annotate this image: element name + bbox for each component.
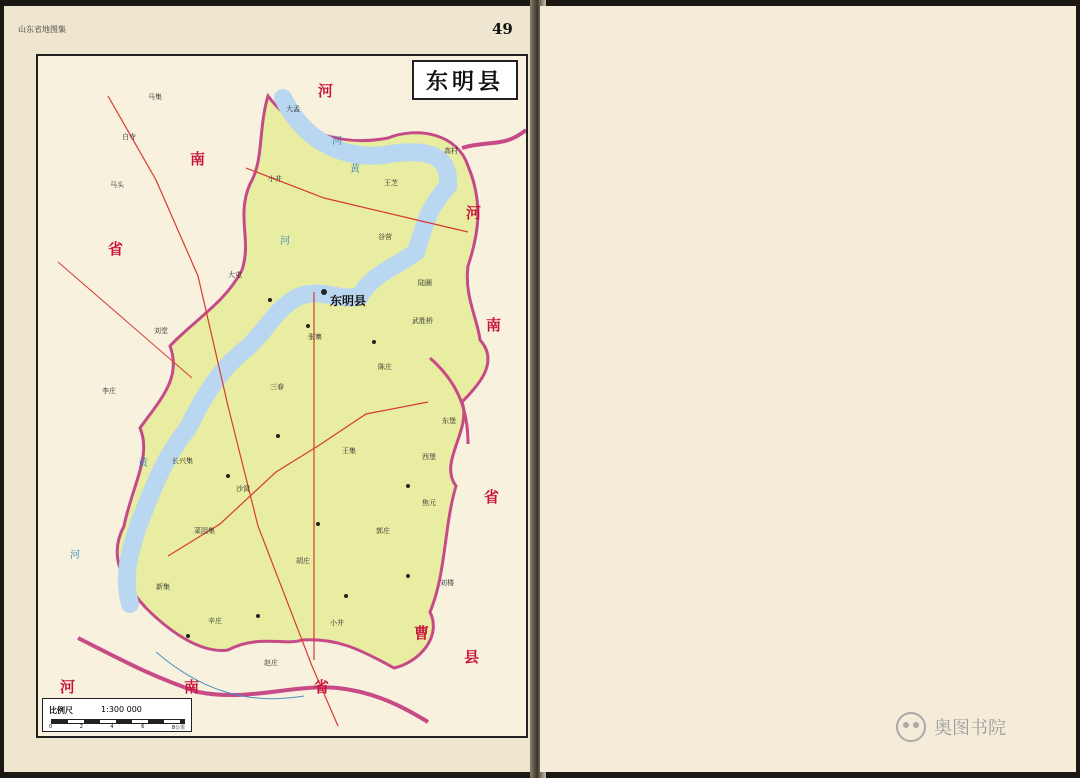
place-label: 小井: [330, 619, 344, 627]
river-label-2: 河: [280, 236, 290, 247]
place-label: 王芝: [384, 179, 398, 187]
place-label: 大孟: [286, 105, 300, 113]
place-label: 沙窝: [236, 485, 250, 493]
place-label: 马集: [148, 93, 162, 101]
place-label: 小井: [268, 175, 282, 183]
left-page: [4, 6, 536, 772]
watermark-text: 奥图书院: [934, 718, 1006, 739]
province-label-6: 省: [314, 678, 330, 696]
river-label-5: 河: [332, 136, 342, 147]
page-number: 49: [492, 20, 513, 38]
place-label: 郭庄: [376, 527, 390, 535]
place-label: 赵庄: [264, 659, 278, 667]
scale-tick: 0: [49, 724, 53, 730]
place-label: 西堡: [422, 453, 436, 461]
place-label: 三春: [270, 383, 284, 391]
place-label: 辛庄: [208, 617, 222, 625]
right-page: [540, 6, 1076, 772]
river-label-3: 河: [70, 550, 80, 561]
province-label-2: 南: [190, 150, 206, 168]
place-label: 白寺: [122, 133, 136, 141]
county-label-1: 河: [466, 204, 482, 222]
place-label: 张寨: [308, 333, 322, 341]
place-label: 王集: [342, 447, 356, 455]
place-label: 菜园集: [194, 527, 215, 535]
place-label: 武胜桥: [412, 317, 433, 325]
scale-ratio: 1:300 000: [101, 705, 142, 714]
scale-tick: 2: [79, 724, 83, 730]
scale-ticks: [49, 724, 185, 731]
province-label-1: 河: [318, 82, 334, 100]
county-label-5: 县: [464, 648, 480, 666]
place-label: 长兴集: [172, 457, 193, 465]
map-title: 东明县: [412, 60, 518, 100]
scale-tick: 8公里: [171, 725, 185, 731]
province-label-5: 南: [184, 678, 200, 696]
map-svg: [38, 56, 526, 736]
river-label-1: 黄: [350, 164, 360, 175]
county-seat-label: 东明县: [330, 294, 367, 308]
watermark: [896, 712, 1006, 742]
place-label: 陈庄: [378, 363, 392, 371]
place-label: 刘堂: [154, 327, 168, 335]
county-map: [36, 54, 528, 738]
wechat-icon: [896, 712, 926, 742]
scale-tick: 6: [141, 724, 145, 730]
place-label: 陆圈: [418, 279, 432, 287]
county-label-3: 省: [484, 488, 500, 506]
place-label: 胡庄: [296, 557, 310, 565]
province-label-3: 省: [108, 240, 124, 258]
place-label: 刘楼: [440, 579, 454, 587]
scale-tick: 4: [110, 724, 114, 730]
place-label: 新集: [156, 583, 170, 591]
river-label-4: 黄: [138, 458, 148, 469]
scale-legend: [42, 698, 192, 732]
place-label: 谷营: [378, 233, 392, 241]
place-label: 李庄: [102, 387, 116, 395]
running-head: 山东省地图集: [18, 25, 66, 34]
county-label-2: 南: [486, 316, 502, 334]
province-label-4: 河: [60, 678, 76, 696]
scale-label: 比例尺: [49, 706, 73, 715]
place-label: 焦元: [422, 499, 436, 507]
place-label: 高村: [444, 147, 458, 155]
place-label: 马头: [110, 181, 124, 189]
place-label: 大屯: [228, 271, 242, 279]
place-label: 东堡: [442, 417, 456, 425]
county-label-4: 曹: [414, 624, 430, 642]
